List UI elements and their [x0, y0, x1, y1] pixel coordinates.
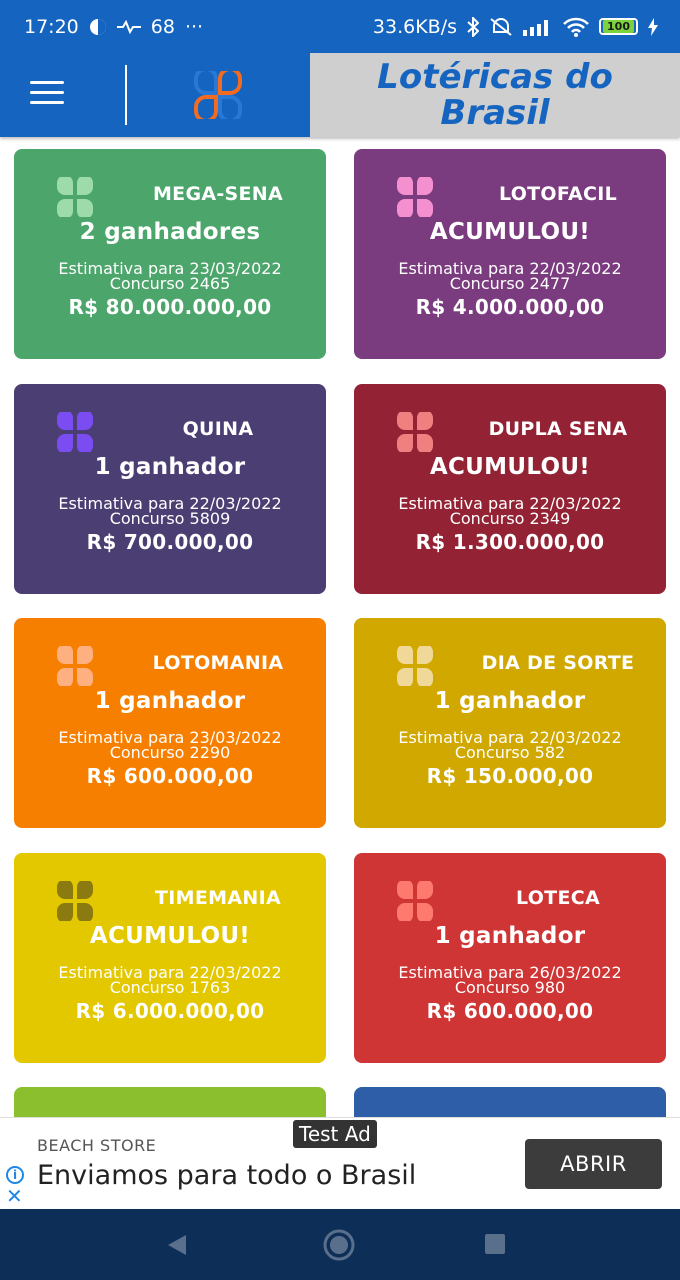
estimate-date: Estimativa para 23/03/2022 [58, 728, 282, 747]
ad-store-name: BEACH STORE [37, 1136, 157, 1155]
contest-number: Concurso 5809 [109, 509, 231, 528]
clover-icon [54, 881, 96, 925]
lottery-card[interactable] [354, 149, 666, 359]
ad-info-icon[interactable]: i [6, 1166, 24, 1184]
heartbeat-icon [117, 20, 141, 34]
estimate-date: Estimativa para 22/03/2022 [398, 728, 622, 747]
brand-title-line2: Brasil [440, 93, 550, 133]
system-nav-bar [0, 1209, 680, 1280]
contest-number: Concurso 2290 [109, 743, 231, 762]
ad-open-button[interactable]: ABRIR [525, 1139, 662, 1189]
estimate-date: Estimativa para 22/03/2022 [58, 963, 282, 982]
back-icon[interactable] [166, 1234, 188, 1260]
clover-icon [54, 412, 96, 456]
ad-banner[interactable] [0, 1117, 680, 1209]
ad-headline[interactable]: Enviamos para todo o Brasil [37, 1160, 417, 1191]
winners-status: 2 ganhadores [79, 219, 261, 245]
lottery-name: QUINA [182, 418, 254, 440]
lottery-card[interactable] [14, 853, 326, 1063]
lottery-name: DUPLA SENA [488, 418, 628, 440]
lottery-card[interactable] [354, 853, 666, 1063]
lottery-name: LOTOMANIA [152, 652, 284, 674]
prize-amount: R$ 700.000,00 [86, 530, 254, 554]
winners-status: 1 ganhador [434, 688, 586, 714]
temperature: 68 [150, 15, 175, 38]
winners-status: 1 ganhador [94, 688, 246, 714]
estimate-date: Estimativa para 26/03/2022 [398, 963, 622, 982]
bluetooth-icon [467, 17, 479, 37]
contest-number: Concurso 1763 [109, 978, 231, 997]
clover-icon [394, 177, 436, 221]
home-icon[interactable] [322, 1228, 356, 1266]
prize-amount: R$ 1.300.000,00 [415, 530, 605, 554]
estimate-date: Estimativa para 22/03/2022 [58, 494, 282, 513]
clover-icon [54, 646, 96, 690]
mute-icon [489, 17, 513, 37]
prize-amount: R$ 6.000.000,00 [75, 999, 265, 1023]
contest-number: Concurso 2477 [449, 274, 571, 293]
lottery-name: LOTOFACIL [498, 183, 618, 205]
app-bar [0, 53, 680, 137]
contest-number: Concurso 2349 [449, 509, 571, 528]
battery-icon [599, 18, 638, 35]
contest-number: Concurso 2465 [109, 274, 231, 293]
lottery-card[interactable] [14, 384, 326, 594]
prize-amount: R$ 150.000,00 [426, 764, 594, 788]
app-bar-left [0, 53, 310, 137]
hamburger-menu-icon[interactable] [30, 81, 66, 109]
app-bar-brand [310, 53, 680, 137]
estimate-date: Estimativa para 23/03/2022 [58, 259, 282, 278]
charging-icon [648, 18, 658, 36]
app-logo-icon [192, 71, 244, 123]
ad-close-icon[interactable]: ✕ [6, 1184, 23, 1208]
brand-title-line1: Lotéricas do [377, 57, 613, 97]
clover-icon [394, 412, 436, 456]
estimate-date: Estimativa para 22/03/2022 [398, 259, 622, 278]
prize-amount: R$ 600.000,00 [86, 764, 254, 788]
winners-status: ACUMULOU! [429, 454, 591, 480]
contest-number: Concurso 582 [454, 743, 566, 762]
winners-status: 1 ganhador [434, 923, 586, 949]
prize-amount: R$ 4.000.000,00 [415, 295, 605, 319]
lottery-name: DIA DE SORTE [481, 652, 635, 674]
clover-icon [54, 177, 96, 221]
lottery-card[interactable] [354, 384, 666, 594]
lottery-name: LOTECA [516, 887, 600, 909]
lottery-name: MEGA-SENA [152, 183, 284, 205]
recent-apps-icon[interactable] [485, 1234, 505, 1254]
winners-status: 1 ganhador [94, 454, 246, 480]
estimate-date: Estimativa para 22/03/2022 [398, 494, 622, 513]
lottery-card[interactable] [14, 149, 326, 359]
more-dots: ··· [184, 15, 204, 38]
lottery-card[interactable] [14, 618, 326, 828]
status-bar [0, 0, 680, 53]
lottery-name: TIMEMANIA [155, 887, 281, 909]
contest-number: Concurso 980 [454, 978, 566, 997]
notification-icon [89, 18, 107, 36]
battery-level: 100 [603, 20, 634, 33]
test-ad-badge: Test Ad [293, 1120, 377, 1148]
divider [125, 65, 127, 125]
winners-status: ACUMULOU! [429, 219, 591, 245]
clock: 17:20 [24, 15, 79, 38]
clover-icon [394, 881, 436, 925]
signal-icon [523, 18, 553, 36]
clover-icon [394, 646, 436, 690]
lottery-card[interactable] [354, 618, 666, 828]
winners-status: ACUMULOU! [89, 923, 251, 949]
wifi-icon [563, 17, 589, 37]
prize-amount: R$ 80.000.000,00 [68, 295, 272, 319]
network-speed: 33.6KB/s [372, 15, 458, 38]
prize-amount: R$ 600.000,00 [426, 999, 594, 1023]
brand-title [377, 59, 613, 131]
